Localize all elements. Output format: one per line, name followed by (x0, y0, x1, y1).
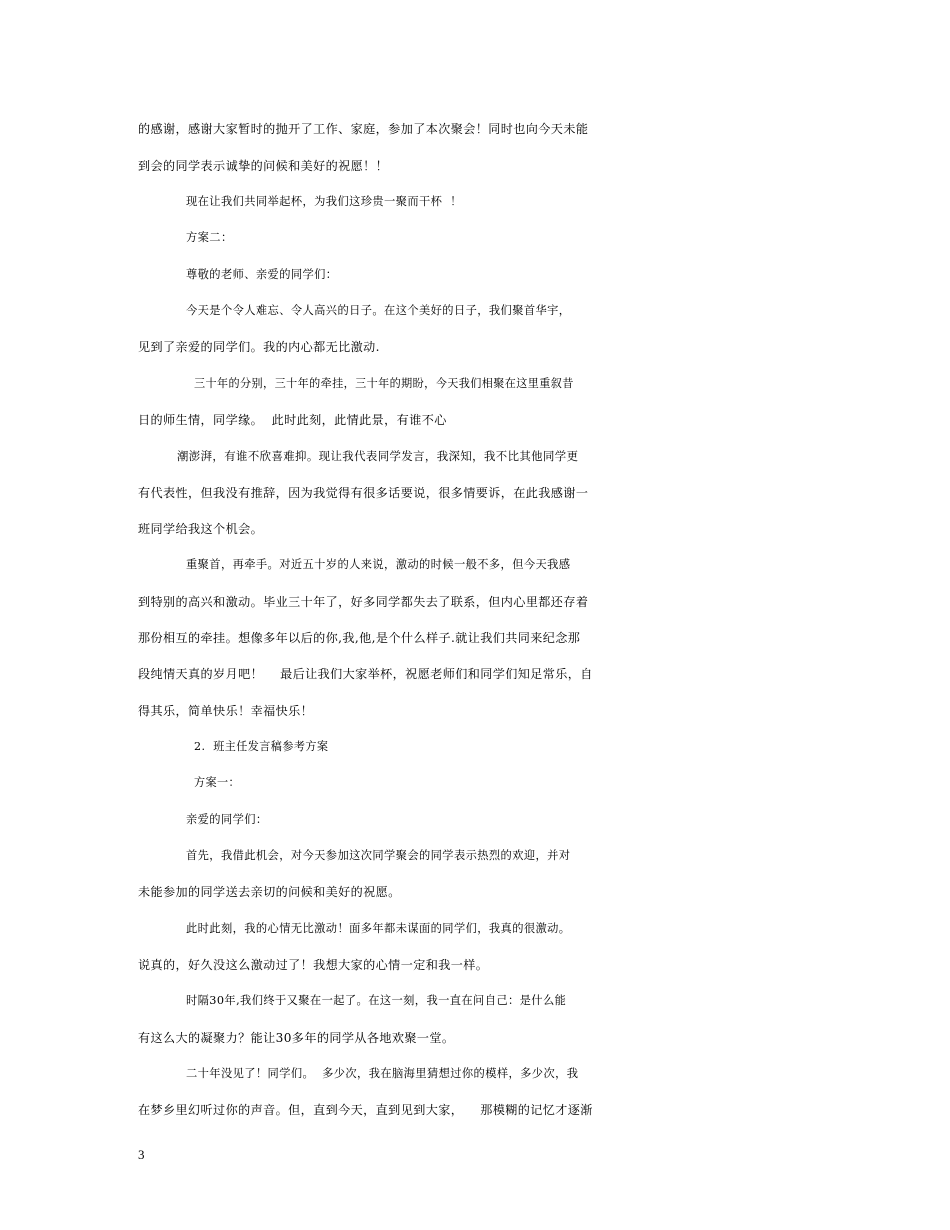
text-line: 现在让我们共同举起杯，为我们这珍贵一聚而干杯 ！ (186, 195, 462, 208)
text-line: 班同学给我这个机会。 (138, 522, 264, 536)
text-line: 二十年没见了！同学们。 多少次，我在脑海里猜想过你的模样，多少次，我 (186, 1067, 579, 1080)
text-line: 的感谢，感谢大家暂时的抛开了工作、家庭，参加了本次聚会！同时也向今天未能 (138, 122, 589, 136)
text-line: 亲爱的同学们： (186, 813, 268, 826)
text-line: 那份相互的牵挂。想像多年以后的你,我,他,是个什么样子.就让我们共同来纪念那 (138, 631, 581, 645)
text-line: 在梦乡里幻听过你的声音。但，直到今天，直到见到大家， 那模糊的记忆才逐渐 (138, 1103, 593, 1117)
text-line: 方案二： (186, 231, 233, 244)
text-line: 得其乐，简单快乐！幸福快乐！ (138, 704, 314, 718)
text-line: 日的师生情，同学缘。 此时此刻，此情此景，有谁不心 (138, 413, 447, 427)
page-number: 3 (138, 1147, 145, 1162)
text-line: 方案一： (194, 776, 241, 789)
text-line: 三十年的分别，三十年的牵挂，三十年的期盼，今天我们相聚在这里重叙昔 (194, 377, 574, 390)
text-line: 此时此刻，我的心情无比激动！面多年都未谋面的同学们，我真的很激动。 (186, 922, 571, 935)
text-line: 有代表性，但我没有推辞，因为我觉得有很多话要说，很多情要诉，在此我感谢一 (138, 486, 589, 500)
text-line: 段纯情天真的岁月吧！ 最后让我们大家举杯，祝愿老师们和同学们知足常乐，自 (138, 667, 593, 681)
text-line: 重聚首，再牵手。对近五十岁的人来说，激动的时候一般不多，但今天我感 (186, 558, 571, 571)
text-line: 首先，我借此机会，对今天参加这次同学聚会的同学表示热烈的欢迎，并对 (186, 849, 571, 862)
text-line: 见到了亲爱的同学们。我的内心都无比激动. (138, 340, 380, 354)
text-line: 今天是个令人难忘、令人高兴的日子。在这个美好的日子，我们聚首华宇， (186, 304, 571, 317)
section-heading: 2. 班主任发言稿参考方案 (194, 740, 329, 753)
text-line: 潮澎湃，有谁不欣喜难抑。现让我代表同学发言，我深知，我不比其他同学更 (177, 449, 579, 463)
text-line: 未能参加的同学送去亲切的问候和美好的祝愿。 (138, 885, 401, 899)
text-line: 有这么大的凝聚力？能让30多年的同学从各地欢聚一堂。 (138, 1031, 455, 1045)
text-line: 尊敬的老师、亲爱的同学们： (186, 268, 338, 281)
text-line: 时隔30年,我们终于又聚在一起了。在这一刻，我一直在问自己：是什么能 (186, 994, 567, 1007)
text-line: 说真的，好久没这么激动过了！我想大家的心情一定和我一样。 (138, 958, 489, 972)
text-line: 到特别的高兴和激动。毕业三十年了，好多同学都失去了联系，但内心里都还存着 (138, 595, 589, 609)
text-line: 到会的同学表示诚挚的问候和美好的祝愿！！ (138, 159, 389, 173)
